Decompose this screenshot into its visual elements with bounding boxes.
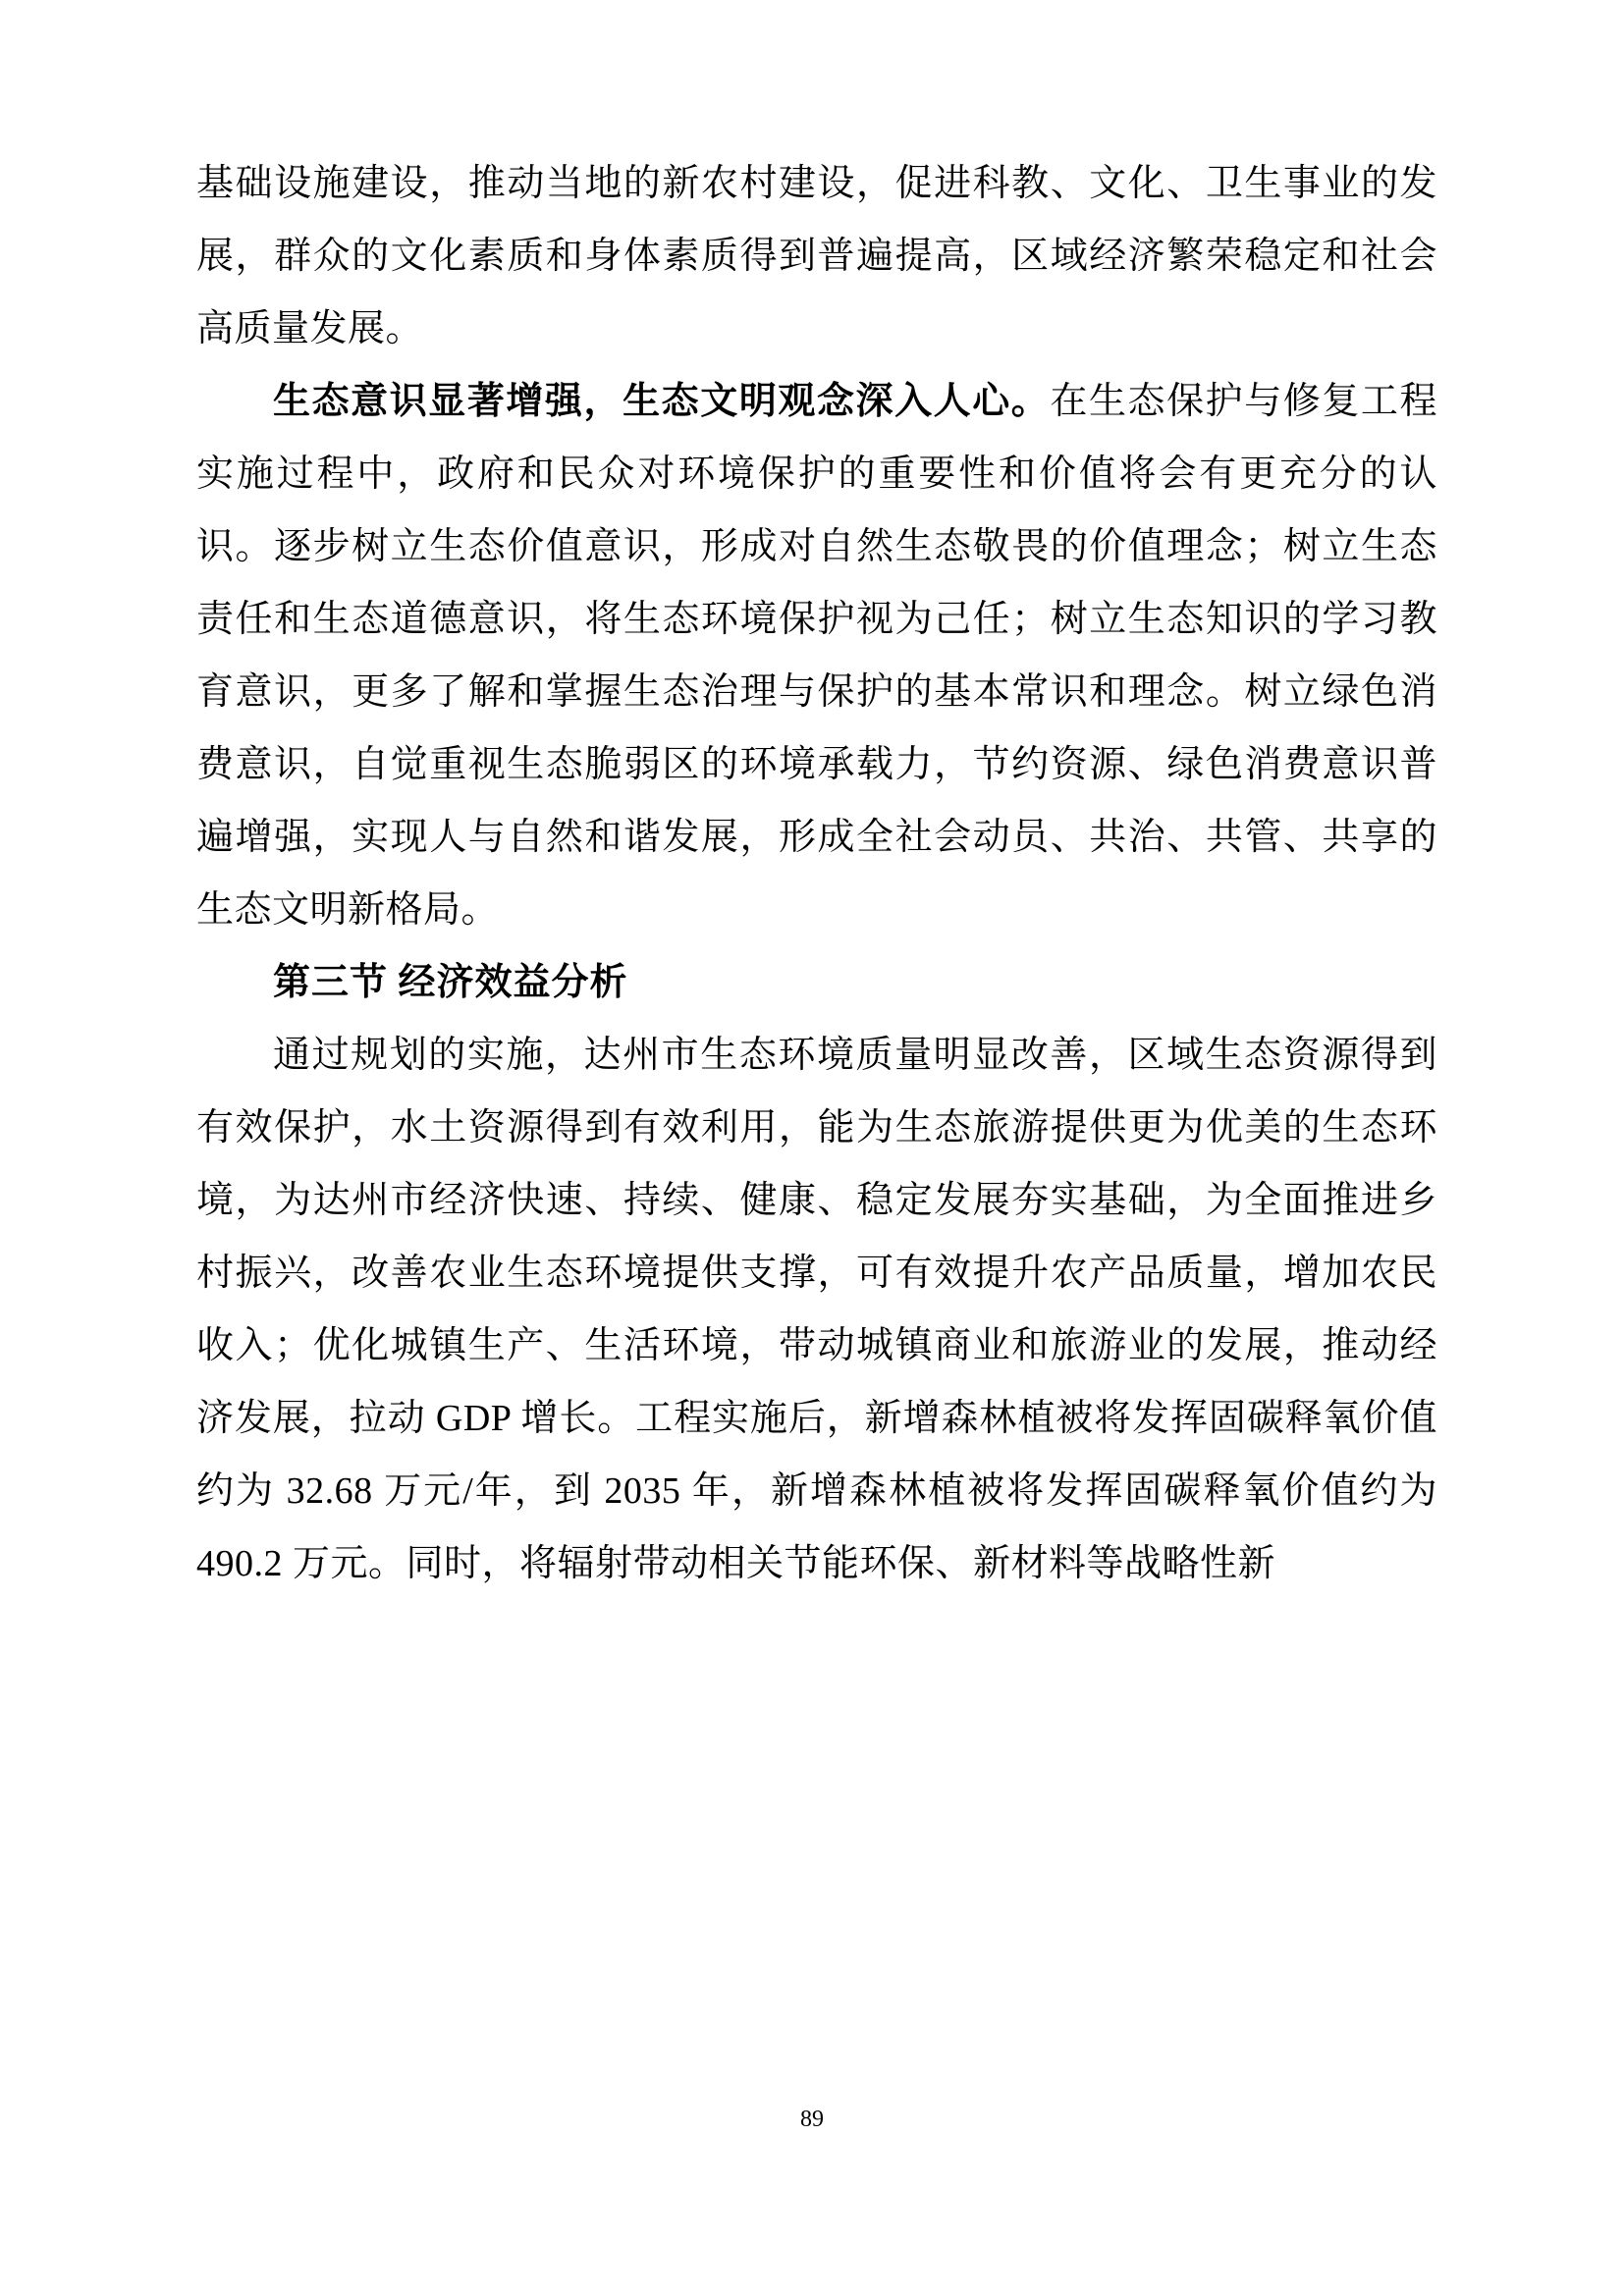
paragraph-economic-benefit: 通过规划的实施，达州市生态环境质量明显改善，区域生态资源得到有效保护，水土资源得到有效利用，能为生态旅游提供更为优美的生态环境，为达州市经济快速、持续、健康、稳定发展夯实基础，为全面推进乡村振兴，改善农业生态环境提供支撑，可有效提升农产品质量，增加农民收入；优化城镇生产、生活环境，带动城镇商业和旅游业的发展，推动经济发展，拉动 GDP 增长。工程实施后，新增森林植被将发挥固碳释氧价值约为 32.68 万元/年，到 2035 年，新增森林植被将发挥固碳释氧价值约为 490.2 万元。同时，将辐射带动相关节能环保、新材料等战略性新 (196, 1035, 1437, 1584)
paragraph-lead-in: 生态意识显著增强，生态文明观念深入人心。 (273, 381, 1051, 422)
section-heading: 第三节 经济效益分析 (273, 962, 628, 1003)
paragraph-body: 在生态保护与修复工程实施过程中，政府和民众对环境保护的重要性和价值将会有更充分的认识。逐步树立生态价值意识，形成对自然生态敬畏的价值理念；树立生态责任和生态道德意识，将生态环境保护视为己任；树立生态知识的学习教育意识，更多了解和掌握生态治理与保护的基本常识和理念。树立绿色消费意识，自觉重视生态脆弱区的环境承载力，节约资源、绿色消费意识普遍增强，实现人与自然和谐发展，形成全社会动员、共治、共管、共享的生态文明新格局。 (196, 381, 1437, 931)
page-number: 89 (800, 2107, 824, 2132)
paragraph-ecological-awareness (196, 365, 1437, 946)
paragraph-continued: 基础设施建设，推动当地的新农村建设，促进科教、文化、卫生事业的发展，群众的文化素质和身体素质得到普遍提高，区域经济繁荣稳定和社会高质量发展。 (196, 163, 1437, 349)
